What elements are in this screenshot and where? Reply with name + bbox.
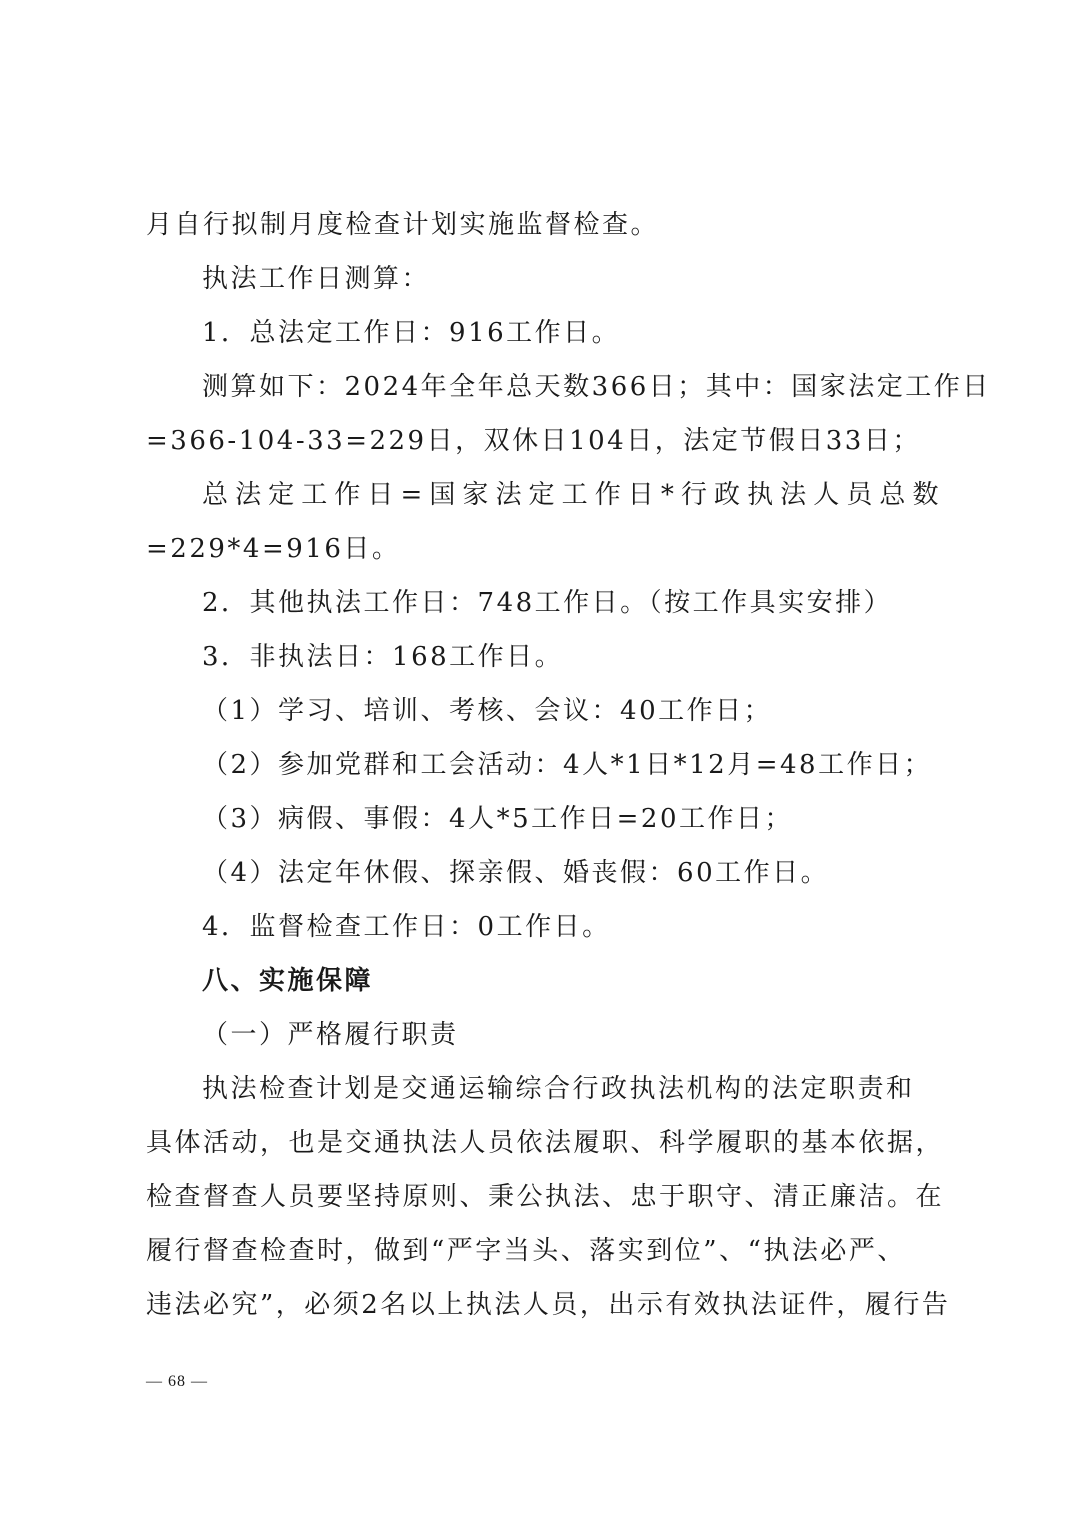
- paragraph-line: 违法必究”，必须2名以上执法人员，出示有效执法证件，履行告: [146, 1290, 951, 1320]
- paragraph-line: 总法定工作日=国家法定工作日*行政执法人员总数: [202, 480, 941, 510]
- section-heading: 八、实施保障: [202, 966, 374, 996]
- paragraph-line: 4．监督检查工作日：0工作日。: [202, 912, 611, 942]
- document-body: [146, 198, 991, 1332]
- list-item: （3）病假、事假：4人*5工作日=20工作日；: [202, 804, 793, 834]
- paragraph-line: 3．非执法日：168工作日。: [202, 642, 564, 672]
- paragraph-line: 执法检查计划是交通运输综合行政执法机构的法定职责和: [202, 1074, 915, 1104]
- paragraph-line: 测算如下：2024年全年总天数366日；其中：国家法定工作日: [202, 372, 991, 402]
- paragraph-line: 1．总法定工作日：916工作日。: [202, 318, 621, 348]
- list-item: （2）参加党群和工会活动：4人*1日*12月=48工作日；: [202, 750, 933, 780]
- paragraph-line: 具体活动，也是交通执法人员依法履职、科学履职的基本依据，: [146, 1128, 945, 1158]
- list-item: （4）法定年休假、探亲假、婚丧假：60工作日。: [202, 858, 830, 888]
- paragraph-line: 检查督查人员要坚持原则、秉公执法、忠于职守、清正廉洁。在: [146, 1182, 945, 1212]
- paragraph-line: 月自行拟制月度检查计划实施监督检查。: [146, 210, 660, 240]
- page-number: — 68 —: [146, 1373, 208, 1390]
- paragraph-line: =366-104-33=229日，双休日104日，法定节假日33日；: [146, 426, 921, 456]
- paragraph-line: 履行督查检查时，做到“严字当头、落实到位”、“执法必严、: [146, 1236, 906, 1266]
- list-item: （1）学习、培训、考核、会议：40工作日；: [202, 696, 773, 726]
- paragraph-line: 执法工作日测算：: [202, 264, 431, 294]
- subsection-heading: （一）严格履行职责: [202, 1020, 459, 1050]
- paragraph-line: 2．其他执法工作日：748工作日。（按工作具实安排）: [202, 588, 893, 618]
- paragraph-line: =229*4=916日。: [146, 534, 401, 564]
